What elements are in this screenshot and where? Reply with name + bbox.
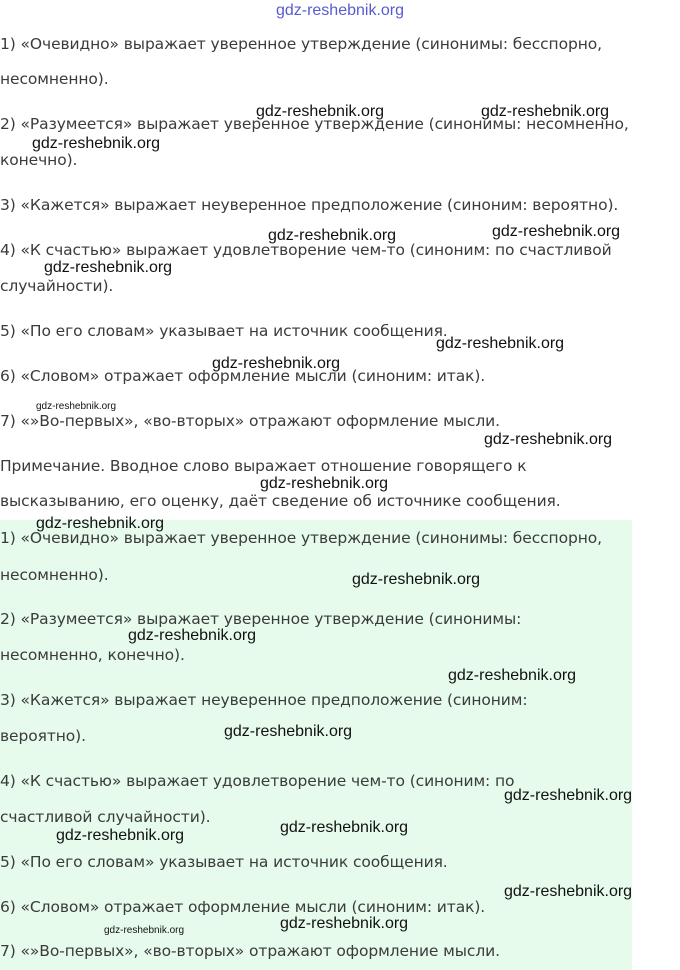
answer2-line-1: 1) «Очевидно» выражает уверенное утверждение (синонимы: бесспорно, [0,529,602,547]
note-line-1: Примечание. Вводное слово выражает отношение говорящего к [0,457,527,475]
watermark: gdz-reshebnik.org [268,227,397,244]
watermark: gdz-reshebnik.org [280,819,409,836]
answer2-line-9: 5) «По его словам» указывает на источник сообщения. [0,853,448,871]
watermark: gdz-reshebnik.org [104,925,185,936]
answer1-line-6: 4) «К счастью» выражает удовлетворение чем-то (синоним: по счастливой [0,241,612,259]
watermark: gdz-reshebnik.org [280,915,409,932]
answer1-line-2: несомненно). [0,70,109,88]
watermark: gdz-reshebnik.org [224,723,353,740]
watermark: gdz-reshebnik.org [36,401,117,412]
answer1-line-1: 1) «Очевидно» выражает уверенное утверждение (синонимы: бесспорно, [0,35,602,53]
watermark: gdz-reshebnik.org [436,335,565,352]
answer1-line-9: 6) «Словом» отражает оформление мысли (синоним: итак). [0,367,486,385]
watermark: gdz-reshebnik.org [260,475,389,492]
answer1-line-5: 3) «Кажется» выражает неуверенное предположение (синоним: вероятно). [0,196,619,214]
site-header-link[interactable]: gdz-reshebnik.org [275,2,405,19]
answer1-line-4: конечно). [0,151,78,169]
answer1-line-3: 2) «Разумеется» выражает уверенное утверждение (синонимы: несомненно, [0,115,629,133]
answer2-line-7: 4) «К счастью» выражает удовлетворение чем-то (синоним: по [0,772,515,790]
watermark: gdz-reshebnik.org [32,135,161,152]
watermark: gdz-reshebnik.org [448,667,577,684]
answer1-line-8: 5) «По его словам» указывает на источник сообщения. [0,322,448,340]
answer2-line-11: 7) «»Во-первых», «во-вторых» отражают оформление мысли. [0,942,500,960]
answer2-line-5: 3) «Кажется» выражает неуверенное предположение (синоним: [0,691,528,709]
answer2-line-4: несомненно, конечно). [0,646,185,664]
watermark: gdz-reshebnik.org [256,103,385,120]
watermark: gdz-reshebnik.org [484,431,613,448]
answer2-line-3: 2) «Разумеется» выражает уверенное утверждение (синонимы: [0,610,522,628]
watermark: gdz-reshebnik.org [504,787,633,804]
answer2-line-10: 6) «Словом» отражает оформление мысли (синоним: итак). [0,898,486,916]
answer1-line-10: 7) «»Во-первых», «во-вторых» отражают оформление мысли. [0,412,500,430]
watermark: gdz-reshebnik.org [352,571,481,588]
watermark: gdz-reshebnik.org [504,883,633,900]
watermark: gdz-reshebnik.org [44,259,173,276]
answer2-line-6: вероятно). [0,727,86,745]
watermark: gdz-reshebnik.org [36,515,165,532]
watermark: gdz-reshebnik.org [212,355,341,372]
note-line-2: высказыванию, его оценку, даёт сведение об источнике сообщения. [0,492,561,510]
answer2-line-2: несомненно). [0,566,109,584]
answer1-line-7: случайности). [0,277,114,295]
watermark: gdz-reshebnik.org [481,103,610,120]
watermark: gdz-reshebnik.org [128,627,257,644]
answer2-line-8: счастливой случайности). [0,808,211,826]
watermark: gdz-reshebnik.org [56,827,185,844]
watermark: gdz-reshebnik.org [492,223,621,240]
